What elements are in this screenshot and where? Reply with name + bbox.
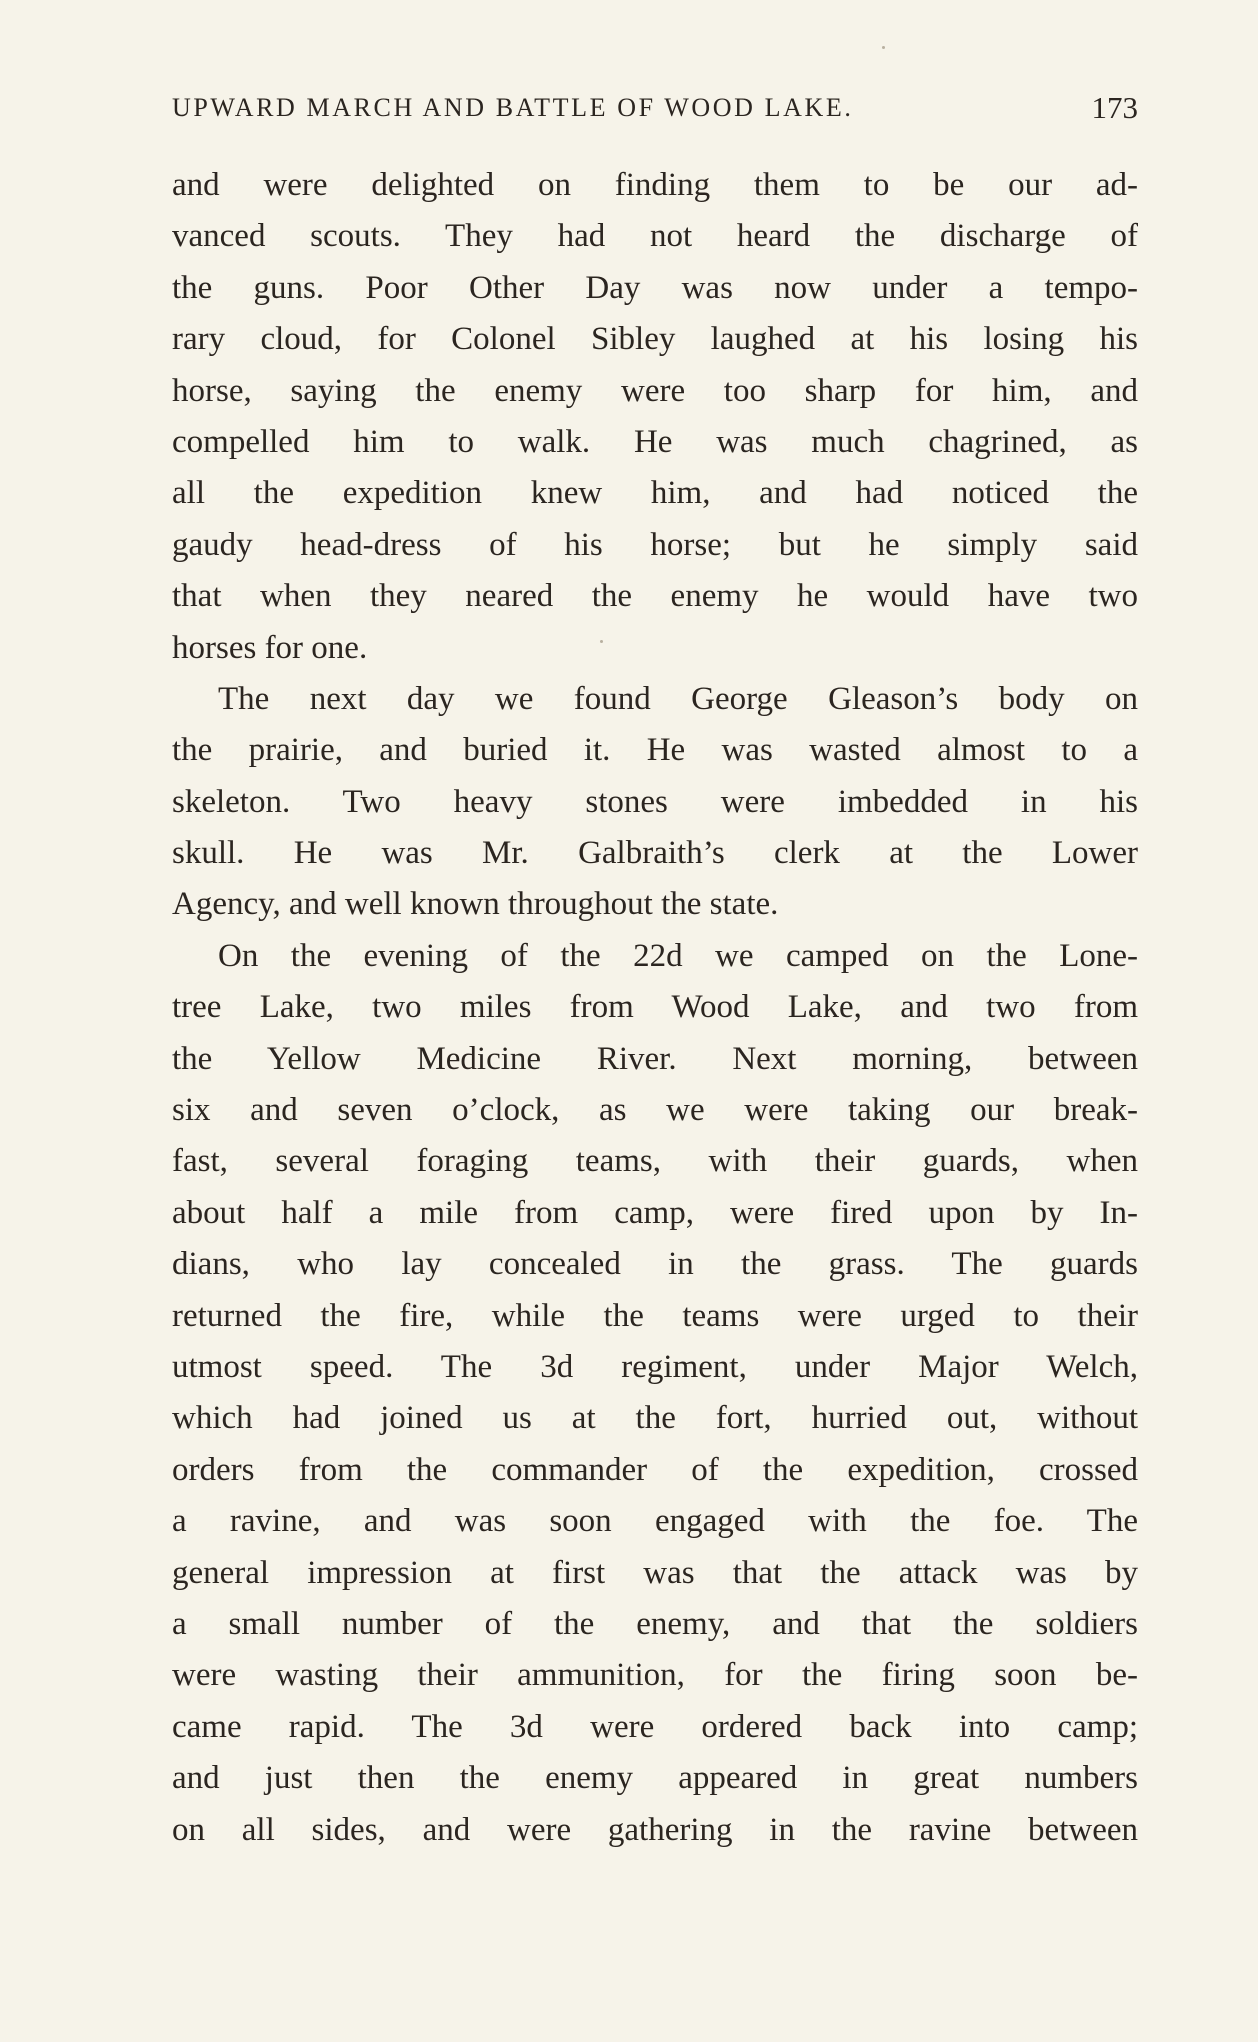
text-line: orders from the commander of the expedition, crossed: [172, 1451, 1138, 1488]
text-line: compelled him to walk. He was much chagrined, as: [172, 423, 1138, 460]
text-line: the guns. Poor Other Day was now under a tempo-: [172, 269, 1138, 306]
text-line: Agency, and well known throughout the state.: [172, 886, 779, 923]
text-line: six and seven o’clock, as we were taking our break-: [172, 1092, 1138, 1129]
text-line: On the evening of the 22d we camped on the Lone-: [218, 937, 1138, 974]
text-line: and just then the enemy appeared in great numbers: [172, 1760, 1138, 1797]
text-line: that when they neared the enemy he would have two: [172, 578, 1138, 615]
body-text: [172, 160, 1138, 1856]
text-line: rary cloud, for Colonel Sibley laughed at his losing his: [172, 321, 1138, 358]
paper-speck: [600, 640, 603, 643]
text-line: a small number of the enemy, and that the soldiers: [172, 1605, 1138, 1642]
text-line: general impression at first was that the attack was by: [172, 1554, 1138, 1591]
text-line: horse, saying the enemy were too sharp for him, and: [172, 372, 1138, 409]
text-line: all the expedition knew him, and had noticed the: [172, 475, 1138, 512]
text-line: returned the fire, while the teams were urged to their: [172, 1297, 1138, 1334]
text-line: the Yellow Medicine River. Next morning, between: [172, 1040, 1138, 1077]
text-line: which had joined us at the fort, hurried out, without: [172, 1400, 1138, 1437]
paragraph: [172, 931, 1138, 1856]
text-line: tree Lake, two miles from Wood Lake, and two from: [172, 989, 1138, 1026]
text-line: dians, who lay concealed in the grass. The guards: [172, 1246, 1138, 1283]
text-line: were wasting their ammunition, for the firing soon be-: [172, 1657, 1138, 1694]
text-line: The next day we found George Gleason’s body on: [218, 680, 1138, 717]
running-head: [172, 88, 1138, 128]
paragraph: [172, 674, 1138, 931]
text-line: a ravine, and was soon engaged with the foe. The: [172, 1503, 1138, 1540]
running-title: UPWARD MARCH AND BATTLE OF WOOD LAKE.: [172, 93, 854, 122]
text-line: skeleton. Two heavy stones were imbedded in his: [172, 783, 1138, 820]
text-line: and were delighted on finding them to be our ad-: [172, 167, 1138, 203]
text-line: about half a mile from camp, were fired upon by In-: [172, 1194, 1138, 1231]
text-line: horses for one.: [172, 629, 368, 666]
text-line: gaudy head-dress of his horse; but he simply said: [172, 526, 1138, 563]
paragraph: [172, 160, 1138, 674]
paper-speck: [882, 46, 885, 49]
text-line: vanced scouts. They had not heard the discharge of: [172, 218, 1138, 255]
page-number: 173: [1091, 90, 1138, 125]
text-line: utmost speed. The 3d regiment, under Major Welch,: [172, 1348, 1138, 1385]
text-line: the prairie, and buried it. He was wasted almost to a: [172, 732, 1138, 769]
text-line: fast, several foraging teams, with their guards, when: [172, 1143, 1138, 1180]
text-line: came rapid. The 3d were ordered back into camp;: [172, 1708, 1138, 1745]
text-line: skull. He was Mr. Galbraith’s clerk at the Lower: [172, 835, 1138, 872]
text-line: on all sides, and were gathering in the ravine between: [172, 1811, 1138, 1848]
